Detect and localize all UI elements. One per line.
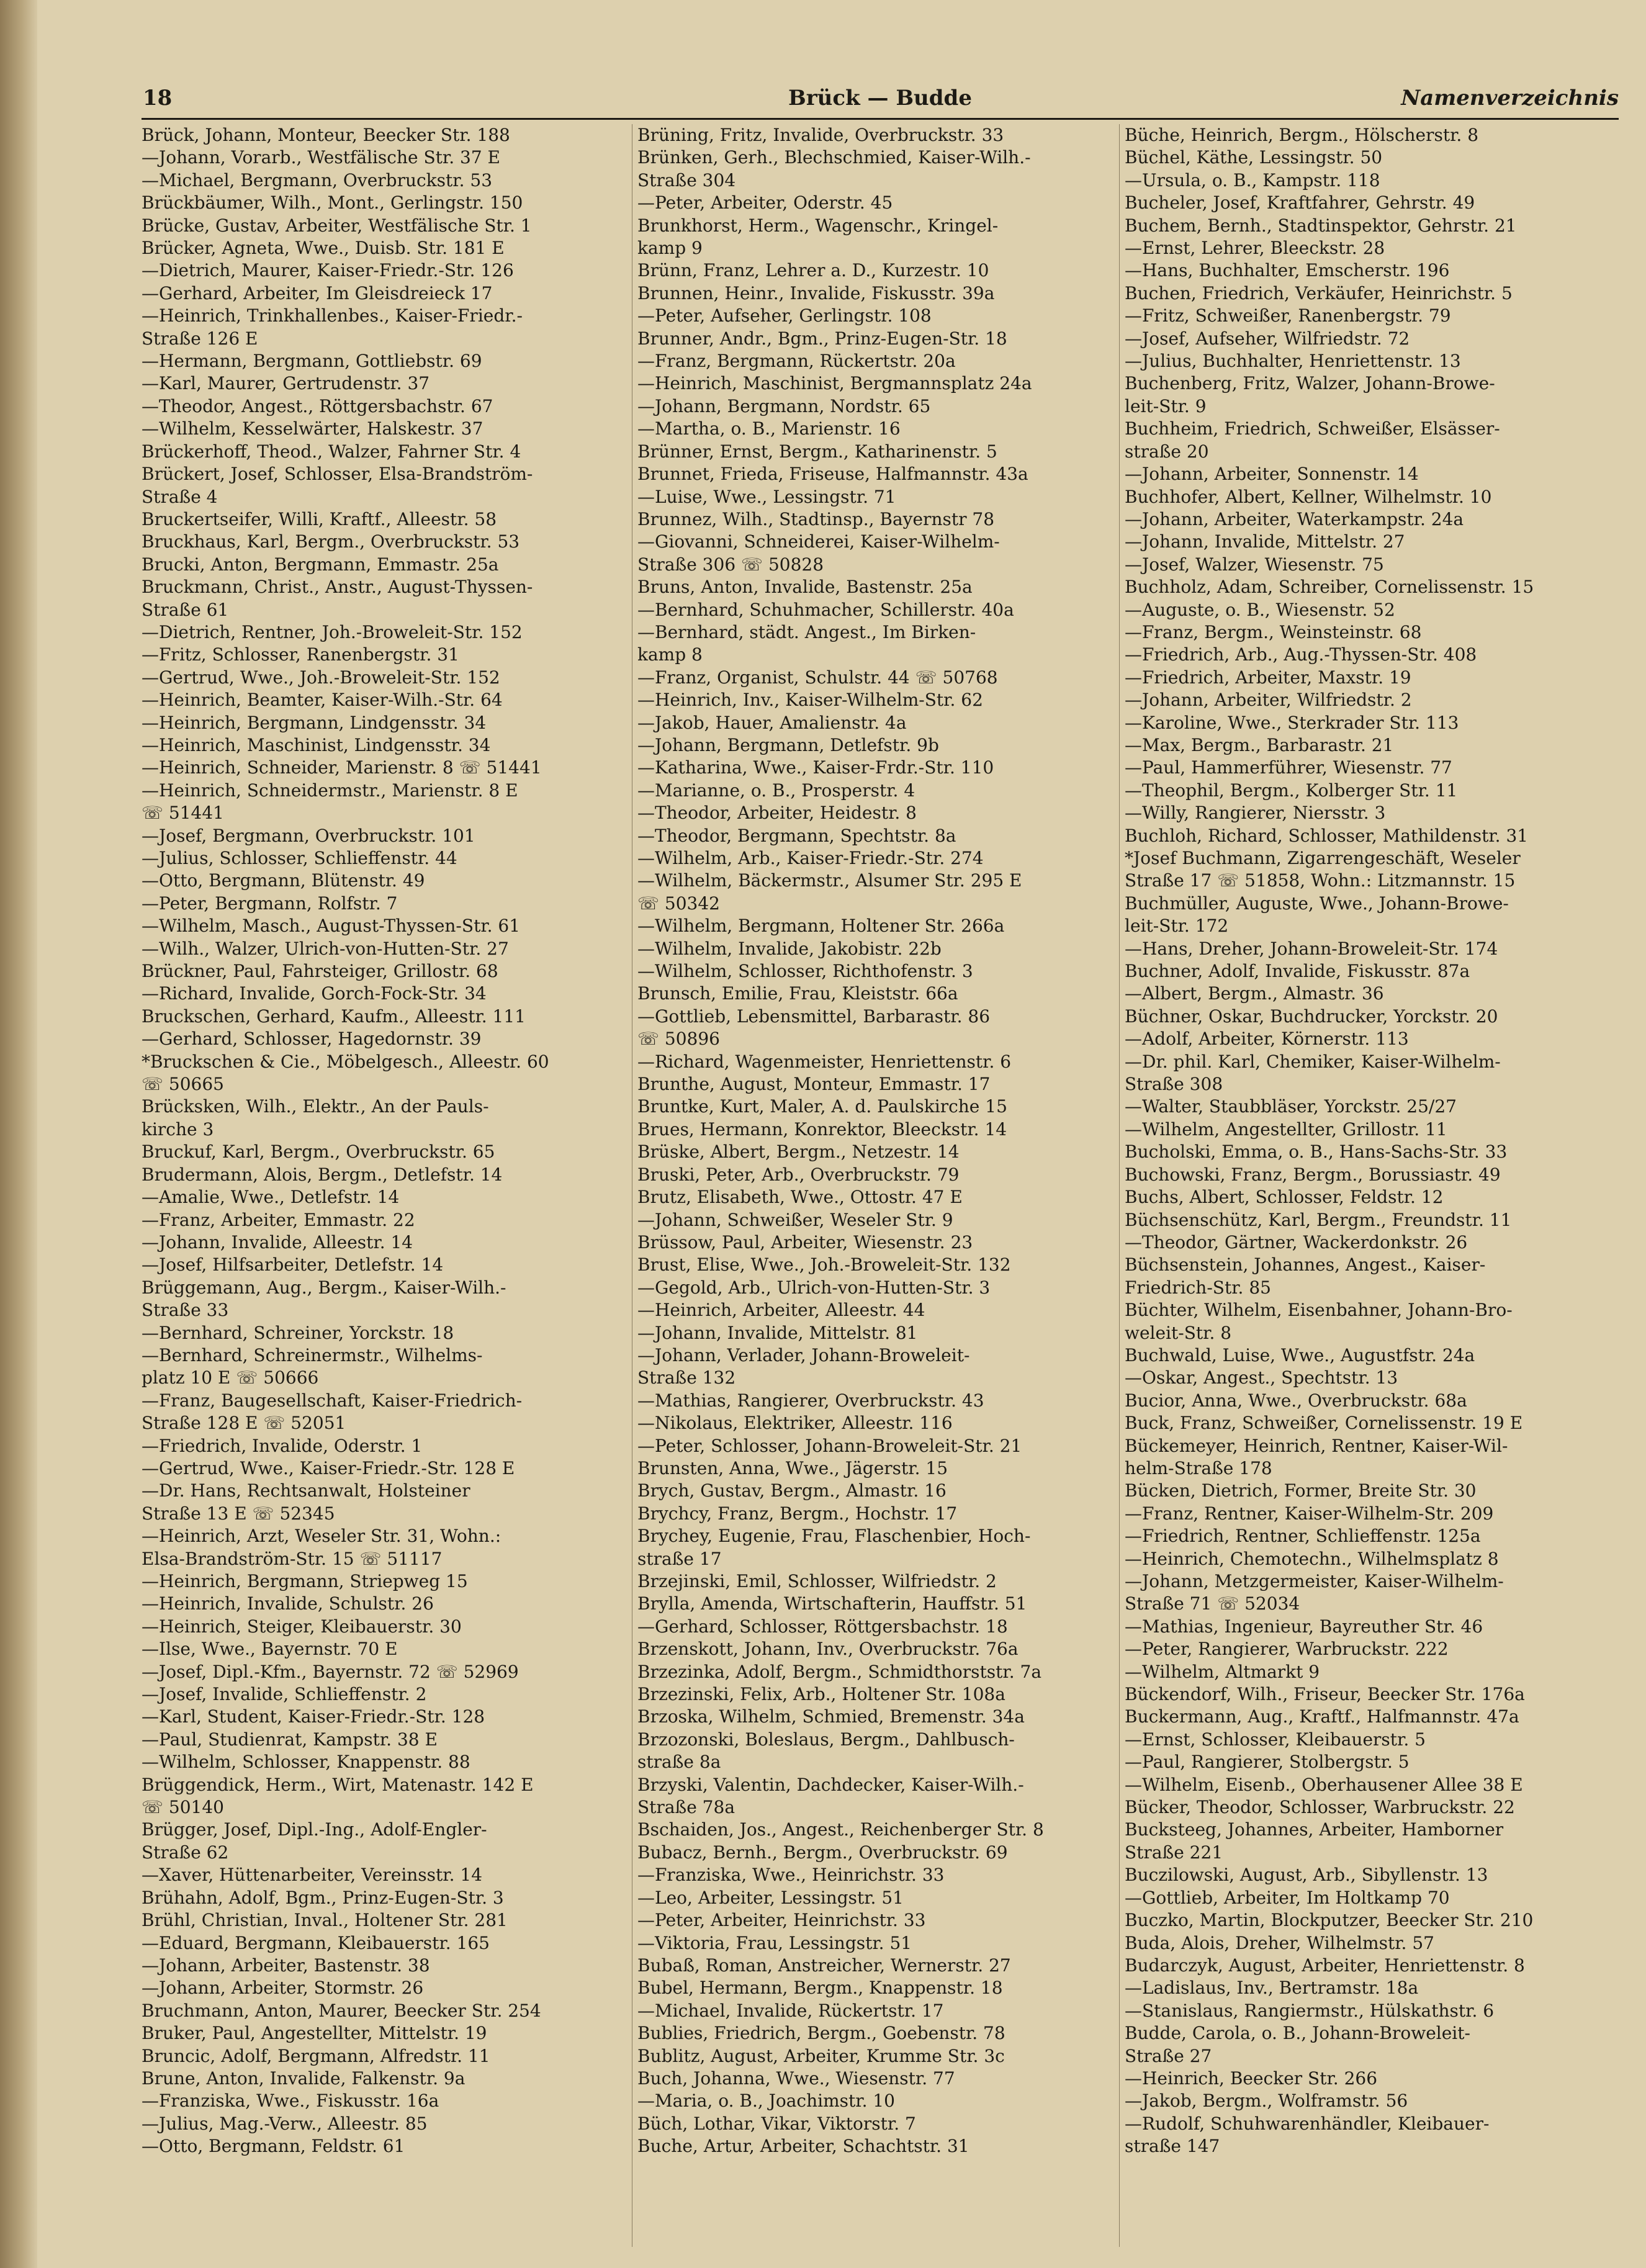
directory-entry: Brücksken, Wilh., Elektr., An der Pauls- xyxy=(142,1096,489,1117)
directory-entry: —Johann, Invalide, Mittelstr. 27 xyxy=(1125,531,1405,552)
directory-entry: —Richard, Invalide, Gorch-Fock-Str. 34 xyxy=(142,983,487,1004)
directory-entry: —Otto, Bergmann, Feldstr. 61 xyxy=(142,2136,405,2157)
directory-entry: —Franz, Rentner, Kaiser-Wilhelm-Str. 209 xyxy=(1125,1503,1494,1524)
directory-entry: Buckermann, Aug., Kraftf., Halfmannstr. 47a xyxy=(1125,1706,1519,1727)
directory-entry: —Luise, Wwe., Lessingstr. 71 xyxy=(637,486,896,507)
directory-entry: —Josef, Aufseher, Wilfriedstr. 72 xyxy=(1125,328,1410,349)
directory-entry: —Dr. phil. Karl, Chemiker, Kaiser-Wilhelm- xyxy=(1125,1051,1501,1072)
directory-entry: Buczko, Martin, Blockputzer, Beecker Str. 210 xyxy=(1125,1910,1534,1931)
directory-entry: straße 8a xyxy=(637,1752,721,1773)
directory-entry: —Paul, Studienrat, Kampstr. 38 E xyxy=(142,1729,438,1750)
directory-entry: kirche 3 xyxy=(142,1118,214,1140)
directory-entry: —Maria, o. B., Joachimstr. 10 xyxy=(637,2090,895,2112)
directory-entry: —Leo, Arbeiter, Lessingstr. 51 xyxy=(637,1887,904,1908)
directory-entry: Büchsenschütz, Karl, Bergm., Freundstr. 11 xyxy=(1125,1209,1512,1230)
directory-entry: —Peter, Schlosser, Johann-Broweleit-Str. 21 xyxy=(637,1435,1022,1456)
directory-entry: Brunsch, Emilie, Frau, Kleiststr. 66a xyxy=(637,983,958,1004)
directory-entry: —Stanislaus, Rangiermstr., Hülskathstr. 6 xyxy=(1125,2000,1495,2021)
directory-entry: Brückert, Josef, Schlosser, Elsa-Brandström- xyxy=(142,464,533,485)
directory-entry: Brückerhoff, Theod., Walzer, Fahrner Str. 4 xyxy=(142,441,521,462)
directory-entry: —Willy, Rangierer, Niersstr. 3 xyxy=(1125,803,1386,824)
directory-entry: —Mathias, Rangierer, Overbruckstr. 43 xyxy=(637,1390,984,1411)
directory-entry: —Gertrud, Wwe., Kaiser-Friedr.-Str. 128 E xyxy=(142,1457,515,1478)
directory-entry: —Katharina, Wwe., Kaiser-Frdr.-Str. 110 xyxy=(637,757,994,778)
directory-entry: Bruckmann, Christ., Anstr., August-Thyssen- xyxy=(142,577,533,598)
directory-entry: Büchsenstein, Johannes, Angest., Kaiser- xyxy=(1125,1254,1486,1276)
directory-entry: Straße 33 xyxy=(142,1300,229,1321)
directory-entry: Bruski, Peter, Arb., Overbruckstr. 79 xyxy=(637,1164,960,1185)
directory-entry: Buchem, Bernh., Stadtinspektor, Gehrstr. 21 xyxy=(1125,215,1517,236)
directory-entry: —Richard, Wagenmeister, Henriettenstr. 6 xyxy=(637,1051,1012,1072)
directory-entry: Straße 306 ☏ 50828 xyxy=(637,554,824,575)
directory-entry: Bruckhaus, Karl, Bergm., Overbruckstr. 53 xyxy=(142,531,520,552)
directory-entry: Buche, Artur, Arbeiter, Schachtstr. 31 xyxy=(637,2136,969,2157)
directory-entry: —Heinrich, Invalide, Schulstr. 26 xyxy=(142,1593,434,1614)
directory-entry: —Heinrich, Arbeiter, Alleestr. 44 xyxy=(637,1300,925,1321)
directory-entry: —Wilhelm, Masch., August-Thyssen-Str. 61 xyxy=(142,916,521,937)
directory-entry: Straße 27 xyxy=(1125,2045,1212,2066)
directory-entry: ☏ 50896 xyxy=(637,1028,720,1050)
directory-entry: Bruckschen, Gerhard, Kaufm., Alleestr. 111 xyxy=(142,1006,526,1027)
directory-entry: —Theodor, Bergmann, Spechtstr. 8a xyxy=(637,825,956,846)
directory-entry: —Otto, Bergmann, Blütenstr. 49 xyxy=(142,870,425,891)
directory-entry: —Karoline, Wwe., Sterkrader Str. 113 xyxy=(1125,712,1459,733)
directory-entry: Bublitz, August, Arbeiter, Krumme Str. 3c xyxy=(637,2045,1005,2066)
directory-entry: —Auguste, o. B., Wiesenstr. 52 xyxy=(1125,599,1395,620)
directory-entry: Bschaiden, Jos., Angest., Reichenberger Str. 8 xyxy=(637,1819,1044,1840)
directory-entry: kamp 9 xyxy=(637,238,703,259)
directory-entry: Büchter, Wilhelm, Eisenbahner, Johann-Bro- xyxy=(1125,1300,1513,1321)
directory-entry: Bruchmann, Anton, Maurer, Beecker Str. 254 xyxy=(142,2000,541,2021)
directory-entry: —Franz, Arbeiter, Emmastr. 22 xyxy=(142,1209,415,1230)
directory-entry: —Franziska, Wwe., Fiskusstr. 16a xyxy=(142,2090,439,2112)
directory-entry: Elsa-Brandström-Str. 15 ☏ 51117 xyxy=(142,1548,443,1569)
directory-entry: Büche, Heinrich, Bergm., Hölscherstr. 8 xyxy=(1125,125,1479,145)
directory-entry: Büchner, Oskar, Buchdrucker, Yorckstr. 20 xyxy=(1125,1006,1498,1027)
page-number: 18 xyxy=(143,86,173,110)
directory-entry: —Wilhelm, Bäckermstr., Alsumer Str. 295 E xyxy=(637,870,1022,891)
directory-entry: Bücken, Dietrich, Former, Breite Str. 30 xyxy=(1125,1480,1477,1501)
directory-entry: Bückendorf, Wilh., Friseur, Beecker Str. 176a xyxy=(1125,1684,1525,1705)
directory-entry: —Marianne, o. B., Prosperstr. 4 xyxy=(637,780,915,801)
directory-entry: —Julius, Mag.-Verw., Alleestr. 85 xyxy=(142,2113,428,2134)
directory-entry: —Hans, Dreher, Johann-Broweleit-Str. 174 xyxy=(1125,938,1498,959)
directory-entry: platz 10 E ☏ 50666 xyxy=(142,1367,319,1388)
directory-entry: —Wilhelm, Angestellter, Grillostr. 11 xyxy=(1125,1118,1447,1140)
directory-entry: Brzezinski, Felix, Arb., Holtener Str. 108a xyxy=(637,1684,1005,1705)
directory-entry: Brzenskott, Johann, Inv., Overbruckstr. 76a xyxy=(637,1639,1019,1660)
directory-entry: straße 20 xyxy=(1125,441,1209,462)
directory-entry: Brzyski, Valentin, Dachdecker, Kaiser-Wilh.- xyxy=(637,1774,1024,1795)
directory-entry: Buck, Franz, Schweißer, Cornelissenstr. 19 E xyxy=(1125,1413,1523,1434)
directory-entry: —Heinrich, Inv., Kaiser-Wilhelm-Str. 62 xyxy=(637,690,983,711)
directory-entry: —Wilhelm, Arb., Kaiser-Friedr.-Str. 274 xyxy=(637,848,984,868)
directory-entry: —Dr. Hans, Rechtsanwalt, Holsteiner xyxy=(142,1480,470,1501)
directory-entry: Brues, Hermann, Konrektor, Bleeckstr. 14 xyxy=(637,1118,1007,1140)
directory-entry: —Franz, Bergm., Weinsteinstr. 68 xyxy=(1125,621,1422,642)
directory-entry: —Theodor, Angest., Röttgersbachstr. 67 xyxy=(142,395,493,416)
directory-entry: Bublies, Friedrich, Bergm., Goebenstr. 78 xyxy=(637,2023,1005,2044)
directory-entry: ☏ 50140 xyxy=(142,1797,224,1818)
directory-entry: Straße 221 xyxy=(1125,1842,1223,1863)
directory-entry: —Ursula, o. B., Kampstr. 118 xyxy=(1125,169,1380,191)
directory-entry: —Johann, Invalide, Alleestr. 14 xyxy=(142,1231,413,1253)
directory-entry: Brücker, Agneta, Wwe., Duisb. Str. 181 E xyxy=(142,238,505,259)
directory-entry: —Oskar, Angest., Spechtstr. 13 xyxy=(1125,1367,1398,1388)
directory-entry: Brüggendick, Herm., Wirt, Matenastr. 142 E xyxy=(142,1774,534,1795)
directory-entry: —Max, Bergm., Barbarastr. 21 xyxy=(1125,734,1394,755)
directory-entry: —Paul, Rangierer, Stolbergstr. 5 xyxy=(1125,1752,1410,1773)
directory-entry: Brünken, Gerh., Blechschmied, Kaiser-Wilh.- xyxy=(637,147,1031,168)
directory-entry: kamp 8 xyxy=(637,644,703,665)
directory-entry: Brüggemann, Aug., Bergm., Kaiser-Wilh.- xyxy=(142,1277,506,1298)
directory-entry: Buchowski, Franz, Bergm., Borussiastr. 49 xyxy=(1125,1164,1501,1185)
section-title: Namenverzeichnis xyxy=(1401,86,1619,110)
directory-entry: Büch, Lothar, Vikar, Viktorstr. 7 xyxy=(637,2113,916,2134)
directory-entry: —Wilhelm, Eisenb., Oberhausener Allee 38 E xyxy=(1125,1774,1523,1795)
directory-entry: Bubel, Hermann, Bergm., Knappenstr. 18 xyxy=(637,1978,1003,1999)
directory-entry: ☏ 50665 xyxy=(142,1074,224,1095)
directory-entry: —Heinrich, Trinkhallenbes., Kaiser-Friedr.- xyxy=(142,305,523,326)
directory-entry: Brutz, Elisabeth, Wwe., Ottostr. 47 E xyxy=(637,1187,963,1208)
directory-entry: Brünner, Ernst, Bergm., Katharinenstr. 5 xyxy=(637,441,997,462)
directory-entry: Bucksteeg, Johannes, Arbeiter, Hamborner xyxy=(1125,1819,1504,1840)
directory-entry: —Friedrich, Invalide, Oderstr. 1 xyxy=(142,1435,423,1456)
directory-entry: Brune, Anton, Invalide, Falkenstr. 9a xyxy=(142,2068,465,2089)
directory-entry: —Josef, Walzer, Wiesenstr. 75 xyxy=(1125,554,1384,575)
directory-entry: Brychey, Eugenie, Frau, Flaschenbier, Hoch- xyxy=(637,1526,1031,1547)
directory-entry: —Josef, Dipl.-Kfm., Bayernstr. 72 ☏ 52969 xyxy=(142,1661,519,1682)
directory-entry: Straße 17 ☏ 51858, Wohn.: Litzmannstr. 15 xyxy=(1125,870,1516,891)
directory-entry: —Johann, Bergmann, Detlefstr. 9b xyxy=(637,734,939,755)
directory-entry: Bubacz, Bernh., Bergm., Overbruckstr. 69 xyxy=(637,1842,1008,1863)
directory-entry: —Friedrich, Rentner, Schlieffenstr. 125a xyxy=(1125,1526,1481,1547)
directory-entry: —Walter, Staubbläser, Yorckstr. 25/27 xyxy=(1125,1096,1457,1117)
directory-entry: Straße 132 xyxy=(637,1367,736,1388)
directory-entry: Buda, Alois, Dreher, Wilhelmstr. 57 xyxy=(1125,1932,1434,1953)
directory-entry: —Heinrich, Maschinist, Lindgensstr. 34 xyxy=(142,734,491,755)
directory-entry: Buchenberg, Fritz, Walzer, Johann-Browe- xyxy=(1125,373,1495,394)
directory-entry: —Wilhelm, Schlosser, Knappenstr. 88 xyxy=(142,1752,470,1773)
directory-entry: —Heinrich, Bergmann, Striepweg 15 xyxy=(142,1571,468,1591)
directory-entry: —Fritz, Schweißer, Ranenbergstr. 79 xyxy=(1125,305,1451,326)
directory-entry: Buczilowski, August, Arb., Sibyllenstr. 13 xyxy=(1125,1865,1488,1886)
directory-entry: —Johann, Vorarb., Westfälische Str. 37 E xyxy=(142,147,500,168)
directory-entry: Bucior, Anna, Wwe., Overbruckstr. 68a xyxy=(1125,1390,1467,1411)
directory-entry: —Franz, Baugesellschaft, Kaiser-Friedrich- xyxy=(142,1390,523,1411)
directory-entry: —Xaver, Hüttenarbeiter, Vereinsstr. 14 xyxy=(142,1865,483,1886)
directory-entry: Bubaß, Roman, Anstreicher, Wernerstr. 27 xyxy=(637,1955,1011,1976)
directory-entry: —Johann, Arbeiter, Wilfriedstr. 2 xyxy=(1125,690,1412,711)
directory-entry: Buchhofer, Albert, Kellner, Wilhelmstr. 10 xyxy=(1125,486,1492,507)
directory-entry: —Johann, Metzgermeister, Kaiser-Wilhelm- xyxy=(1125,1571,1504,1591)
page-binding-edge xyxy=(0,0,37,2268)
directory-entry: Buchmüller, Auguste, Wwe., Johann-Browe- xyxy=(1125,893,1509,914)
directory-entry: —Peter, Arbeiter, Oderstr. 45 xyxy=(637,192,893,214)
directory-entry: —Franz, Organist, Schulstr. 44 ☏ 50768 xyxy=(637,667,998,688)
column-3 xyxy=(1119,124,1619,2247)
directory-entry: —Gertrud, Wwe., Joh.-Broweleit-Str. 152 xyxy=(142,667,500,688)
directory-entry: Straße 126 E xyxy=(142,328,258,349)
directory-entry: —Heinrich, Beamter, Kaiser-Wilh.-Str. 64 xyxy=(142,690,503,711)
directory-entry: Buchheim, Friedrich, Schweißer, Elsässer- xyxy=(1125,418,1500,439)
directory-entry: Brückbäumer, Wilh., Mont., Gerlingstr. 150 xyxy=(142,192,523,214)
directory-entry: Buchwald, Luise, Wwe., Augustfstr. 24a xyxy=(1125,1344,1475,1366)
directory-entry: Brunnen, Heinr., Invalide, Fiskusstr. 39a xyxy=(637,282,995,304)
directory-entry: —Peter, Rangierer, Warbruckstr. 222 xyxy=(1125,1639,1449,1660)
directory-entry: Brunkhorst, Herm., Wagenschr., Kringel- xyxy=(637,215,999,236)
directory-entry: Brüning, Fritz, Invalide, Overbruckstr. 33 xyxy=(637,125,1004,145)
directory-entry: Bückemeyer, Heinrich, Rentner, Kaiser-Wil- xyxy=(1125,1435,1508,1456)
directory-entry: —Johann, Arbeiter, Waterkampstr. 24a xyxy=(1125,508,1464,529)
directory-entry: Brühahn, Adolf, Bgm., Prinz-Eugen-Str. 3 xyxy=(142,1887,504,1908)
directory-entry: Brzejinski, Emil, Schlosser, Wilfriedstr. 2 xyxy=(637,1571,997,1591)
directory-entry: —Johann, Arbeiter, Bastenstr. 38 xyxy=(142,1955,430,1976)
directory-entry: —Nikolaus, Elektriker, Alleestr. 116 xyxy=(637,1413,953,1434)
directory-entry: Bruntke, Kurt, Maler, A. d. Paulskirche 15 xyxy=(637,1096,1007,1117)
directory-entry: —Wilhelm, Kesselwärter, Halskestr. 37 xyxy=(142,418,483,439)
directory-entry: Brzoska, Wilhelm, Schmied, Bremenstr. 34a xyxy=(637,1706,1025,1727)
directory-entry: *Bruckschen & Cie., Möbelgesch., Alleestr. 60 xyxy=(142,1051,549,1072)
directory-entry: Bucheler, Josef, Kraftfahrer, Gehrstr. 49 xyxy=(1125,192,1475,214)
directory-entry: —Johann, Bergmann, Nordstr. 65 xyxy=(637,395,931,416)
directory-entry: Bücker, Theodor, Schlosser, Warbruckstr. 22 xyxy=(1125,1797,1515,1818)
directory-entry: —Heinrich, Bergmann, Lindgensstr. 34 xyxy=(142,712,487,733)
directory-entry: —Josef, Bergmann, Overbruckstr. 101 xyxy=(142,825,475,846)
directory-entry: —Fritz, Schlosser, Ranenbergstr. 31 xyxy=(142,644,459,665)
directory-entry: Straße 128 E ☏ 52051 xyxy=(142,1413,346,1434)
directory-entry: Brust, Elise, Wwe., Joh.-Broweleit-Str. 132 xyxy=(637,1254,1011,1276)
directory-entry: —Heinrich, Chemotechn., Wilhelmsplatz 8 xyxy=(1125,1548,1499,1569)
directory-entry: Brünn, Franz, Lehrer a. D., Kurzestr. 10 xyxy=(637,260,989,281)
directory-entry: —Wilhelm, Invalide, Jakobistr. 22b xyxy=(637,938,942,959)
directory-entry: —Ernst, Schlosser, Kleibauerstr. 5 xyxy=(1125,1729,1426,1750)
directory-entry: —Amalie, Wwe., Detlefstr. 14 xyxy=(142,1187,400,1208)
directory-entry: —Franziska, Wwe., Heinrichstr. 33 xyxy=(637,1865,945,1886)
directory-entry: —Martha, o. B., Marienstr. 16 xyxy=(637,418,901,439)
directory-entry: Brylla, Amenda, Wirtschafterin, Hauffstr. 51 xyxy=(637,1593,1027,1614)
directory-entry: Bruns, Anton, Invalide, Bastenstr. 25a xyxy=(637,577,973,598)
directory-entry: —Peter, Aufseher, Gerlingstr. 108 xyxy=(637,305,932,326)
directory-entry: —Karl, Student, Kaiser-Friedr.-Str. 128 xyxy=(142,1706,485,1727)
directory-entry: —Heinrich, Arzt, Weseler Str. 31, Wohn.: xyxy=(142,1526,501,1547)
directory-entry: Straße 4 xyxy=(142,486,218,507)
directory-entry: Brunner, Andr., Bgm., Prinz-Eugen-Str. 18 xyxy=(637,328,1007,349)
directory-entry: Brüssow, Paul, Arbeiter, Wiesenstr. 23 xyxy=(637,1231,973,1253)
directory-entry: —Ilse, Wwe., Bayernstr. 70 E xyxy=(142,1639,398,1660)
directory-entry: Bruncic, Adolf, Bergmann, Alfredstr. 11 xyxy=(142,2045,490,2066)
directory-entry: —Bernhard, Schuhmacher, Schillerstr. 40a xyxy=(637,599,1014,620)
directory-entry: —Albert, Bergm., Almastr. 36 xyxy=(1125,983,1384,1004)
directory-entry: —Theodor, Arbeiter, Heidestr. 8 xyxy=(637,803,917,824)
directory-entry: helm-Straße 178 xyxy=(1125,1457,1272,1478)
directory-entry: —Heinrich, Schneider, Marienstr. 8 ☏ 51441 xyxy=(142,757,542,778)
directory-entry: —Gegold, Arb., Ulrich-von-Hutten-Str. 3 xyxy=(637,1277,991,1298)
directory-entry: Bruker, Paul, Angestellter, Mittelstr. 19 xyxy=(142,2023,487,2044)
directory-entry: —Dietrich, Maurer, Kaiser-Friedr.-Str. 126 xyxy=(142,260,514,281)
directory-entry: Brück, Johann, Monteur, Beecker Str. 188 xyxy=(142,125,510,145)
directory-entry: Bucholski, Emma, o. B., Hans-Sachs-Str. 33 xyxy=(1125,1141,1508,1163)
directory-entry: —Michael, Bergmann, Overbruckstr. 53 xyxy=(142,169,493,191)
directory-entry: Brych, Gustav, Bergm., Almastr. 16 xyxy=(637,1480,947,1501)
directory-entry: Straße 304 xyxy=(637,169,736,191)
directory-entry: —Wilhelm, Schlosser, Richthofenstr. 3 xyxy=(637,961,973,982)
directory-entry: straße 147 xyxy=(1125,2136,1220,2157)
directory-entry: —Gerhard, Schlosser, Röttgersbachstr. 18 xyxy=(637,1616,1008,1637)
directory-entry: —Eduard, Bergmann, Kleibauerstr. 165 xyxy=(142,1932,490,1953)
directory-entry: Bruckertseifer, Willi, Kraftf., Alleestr. 58 xyxy=(142,508,497,529)
directory-entry: Brügger, Josef, Dipl.-Ing., Adolf-Engler- xyxy=(142,1819,487,1840)
directory-entry: leit-Str. 9 xyxy=(1125,395,1207,416)
directory-entry: —Gottlieb, Lebensmittel, Barbarastr. 86 xyxy=(637,1006,991,1027)
directory-entry: Brückner, Paul, Fahrsteiger, Grillostr. 68 xyxy=(142,961,498,982)
directory-entry: Buchs, Albert, Schlosser, Feldstr. 12 xyxy=(1125,1187,1444,1208)
directory-entry: —Heinrich, Maschinist, Bergmannsplatz 24a xyxy=(637,373,1032,394)
directory-entry: —Paul, Hammerführer, Wiesenstr. 77 xyxy=(1125,757,1452,778)
directory-entry: —Josef, Invalide, Schlieffenstr. 2 xyxy=(142,1684,427,1705)
directory-page xyxy=(142,81,1619,2253)
directory-entry: —Giovanni, Schneiderei, Kaiser-Wilhelm- xyxy=(637,531,1000,552)
directory-entry: Brunthe, August, Monteur, Emmastr. 17 xyxy=(637,1074,991,1095)
directory-entry: Brüske, Albert, Bergm., Netzestr. 14 xyxy=(637,1141,960,1163)
directory-entry: ☏ 51441 xyxy=(142,803,224,824)
directory-entry: —Heinrich, Schneidermstr., Marienstr. 8 E xyxy=(142,780,518,801)
directory-entry: Straße 71 ☏ 52034 xyxy=(1125,1593,1300,1614)
directory-entry: Buchloh, Richard, Schlosser, Mathildenstr. 31 xyxy=(1125,825,1529,846)
directory-entry: Straße 61 xyxy=(142,599,229,620)
directory-entry: —Ernst, Lehrer, Bleeckstr. 28 xyxy=(1125,238,1385,259)
directory-entry: Brzozonski, Boleslaus, Bergm., Dahlbusch- xyxy=(637,1729,1015,1750)
directory-entry: —Adolf, Arbeiter, Körnerstr. 113 xyxy=(1125,1028,1409,1050)
directory-entry: —Peter, Arbeiter, Heinrichstr. 33 xyxy=(637,1910,926,1931)
directory-entry: —Karl, Maurer, Gertrudenstr. 37 xyxy=(142,373,430,394)
directory-entry: —Ladislaus, Inv., Bertramstr. 18a xyxy=(1125,1978,1419,1999)
directory-entry: Brühl, Christian, Inval., Holtener Str. 281 xyxy=(142,1910,508,1931)
directory-entry: —Rudolf, Schuhwarenhändler, Kleibauer- xyxy=(1125,2113,1490,2134)
directory-entry: straße 17 xyxy=(637,1548,722,1569)
directory-entry: —Michael, Invalide, Rückertstr. 17 xyxy=(637,2000,944,2021)
directory-entry: —Josef, Hilfsarbeiter, Detlefstr. 14 xyxy=(142,1254,444,1276)
directory-entry: Buchholz, Adam, Schreiber, Cornelissenstr. 15 xyxy=(1125,577,1534,598)
directory-entry: Bruckuf, Karl, Bergm., Overbruckstr. 65 xyxy=(142,1141,495,1163)
directory-entry: —Theophil, Bergm., Kolberger Str. 11 xyxy=(1125,780,1458,801)
directory-entry: —Johann, Invalide, Mittelstr. 81 xyxy=(637,1322,918,1343)
page-header xyxy=(142,81,1619,120)
directory-entry: —Friedrich, Arbeiter, Maxstr. 19 xyxy=(1125,667,1411,688)
directory-entry: —Gerhard, Arbeiter, Im Gleisdreieck 17 xyxy=(142,282,493,304)
directory-entry: Budarczyk, August, Arbeiter, Henriettenstr. 8 xyxy=(1125,1955,1525,1976)
directory-entry: Brücke, Gustav, Arbeiter, Westfälische Str. 1 xyxy=(142,215,532,236)
column-1 xyxy=(142,124,619,2247)
directory-entry: —Gerhard, Schlosser, Hagedornstr. 39 xyxy=(142,1028,482,1050)
directory-entry: Buchner, Adolf, Invalide, Fiskusstr. 87a xyxy=(1125,961,1470,982)
directory-columns xyxy=(142,124,1619,2247)
directory-entry: —Wilhelm, Altmarkt 9 xyxy=(1125,1661,1320,1682)
directory-entry: —Julius, Schlosser, Schlieffenstr. 44 xyxy=(142,848,457,868)
directory-entry: Brunsten, Anna, Wwe., Jägerstr. 15 xyxy=(637,1457,948,1478)
directory-entry: Straße 13 E ☏ 52345 xyxy=(142,1503,335,1524)
directory-entry: —Wilhelm, Bergmann, Holtener Str. 266a xyxy=(637,916,1005,937)
directory-entry: —Peter, Bergmann, Rolfstr. 7 xyxy=(142,893,398,914)
directory-entry: Straße 308 xyxy=(1125,1074,1223,1095)
directory-entry: —Jakob, Hauer, Amalienstr. 4a xyxy=(637,712,907,733)
directory-entry: —Heinrich, Beecker Str. 266 xyxy=(1125,2068,1378,2089)
directory-entry: ☏ 50342 xyxy=(637,893,720,914)
directory-entry: —Johann, Schweißer, Weseler Str. 9 xyxy=(637,1209,953,1230)
directory-entry: —Mathias, Ingenieur, Bayreuther Str. 46 xyxy=(1125,1616,1483,1637)
directory-entry: —Heinrich, Steiger, Kleibauerstr. 30 xyxy=(142,1616,462,1637)
directory-entry: —Johann, Arbeiter, Stormstr. 26 xyxy=(142,1978,424,1999)
directory-entry: weleit-Str. 8 xyxy=(1125,1322,1232,1343)
directory-entry: —Johann, Arbeiter, Sonnenstr. 14 xyxy=(1125,464,1419,485)
directory-entry: Brudermann, Alois, Bergm., Detlefstr. 14 xyxy=(142,1164,503,1185)
directory-entry: —Bernhard, städt. Angest., Im Birken- xyxy=(637,621,976,642)
directory-entry: —Julius, Buchhalter, Henriettenstr. 13 xyxy=(1125,351,1461,372)
directory-entry: Buch, Johanna, Wwe., Wiesenstr. 77 xyxy=(637,2068,955,2089)
directory-entry: Friedrich-Str. 85 xyxy=(1125,1277,1271,1298)
directory-entry: —Hermann, Bergmann, Gottliebstr. 69 xyxy=(142,351,482,372)
directory-entry: —Wilh., Walzer, Ulrich-von-Hutten-Str. 27 xyxy=(142,938,509,959)
directory-entry: Straße 62 xyxy=(142,1842,229,1863)
directory-entry: —Gottlieb, Arbeiter, Im Holtkamp 70 xyxy=(1125,1887,1450,1908)
directory-entry: —Viktoria, Frau, Lessingstr. 51 xyxy=(637,1932,912,1953)
directory-entry: —Friedrich, Arb., Aug.-Thyssen-Str. 408 xyxy=(1125,644,1477,665)
directory-entry: —Theodor, Gärtner, Wackerdonkstr. 26 xyxy=(1125,1231,1468,1253)
directory-entry: Straße 78a xyxy=(637,1797,735,1818)
directory-entry: Brychcy, Franz, Bergm., Hochstr. 17 xyxy=(637,1503,958,1524)
directory-entry: —Bernhard, Schreinermstr., Wilhelms- xyxy=(142,1344,483,1366)
directory-entry: —Jakob, Bergm., Wolframstr. 56 xyxy=(1125,2090,1408,2112)
directory-entry: Brunnez, Wilh., Stadtinsp., Bayernstr 78 xyxy=(637,508,995,529)
directory-entry: Budde, Carola, o. B., Johann-Broweleit- xyxy=(1125,2023,1470,2044)
directory-entry: Büchel, Käthe, Lessingstr. 50 xyxy=(1125,147,1383,168)
directory-entry: Brucki, Anton, Bergmann, Emmastr. 25a xyxy=(142,554,499,575)
directory-entry: —Bernhard, Schreiner, Yorckstr. 18 xyxy=(142,1322,454,1343)
directory-entry: —Hans, Buchhalter, Emscherstr. 196 xyxy=(1125,260,1450,281)
directory-entry: *Josef Buchmann, Zigarrengeschäft, Weseler xyxy=(1125,848,1521,868)
directory-entry: leit-Str. 172 xyxy=(1125,916,1229,937)
directory-entry: Brunnet, Frieda, Friseuse, Halfmannstr. 43a xyxy=(637,464,1028,485)
directory-entry: —Franz, Bergmann, Rückertstr. 20a xyxy=(637,351,956,372)
directory-entry: Brzezinka, Adolf, Bergm., Schmidthorststr. 7a xyxy=(637,1661,1042,1682)
directory-entry: —Johann, Verlader, Johann-Broweleit- xyxy=(637,1344,970,1366)
column-2 xyxy=(632,124,1110,2247)
directory-entry: —Dietrich, Rentner, Joh.-Broweleit-Str. 152 xyxy=(142,621,523,642)
name-range: Brück — Budde xyxy=(788,86,972,110)
directory-entry: Buchen, Friedrich, Verkäufer, Heinrichstr. 5 xyxy=(1125,282,1513,304)
